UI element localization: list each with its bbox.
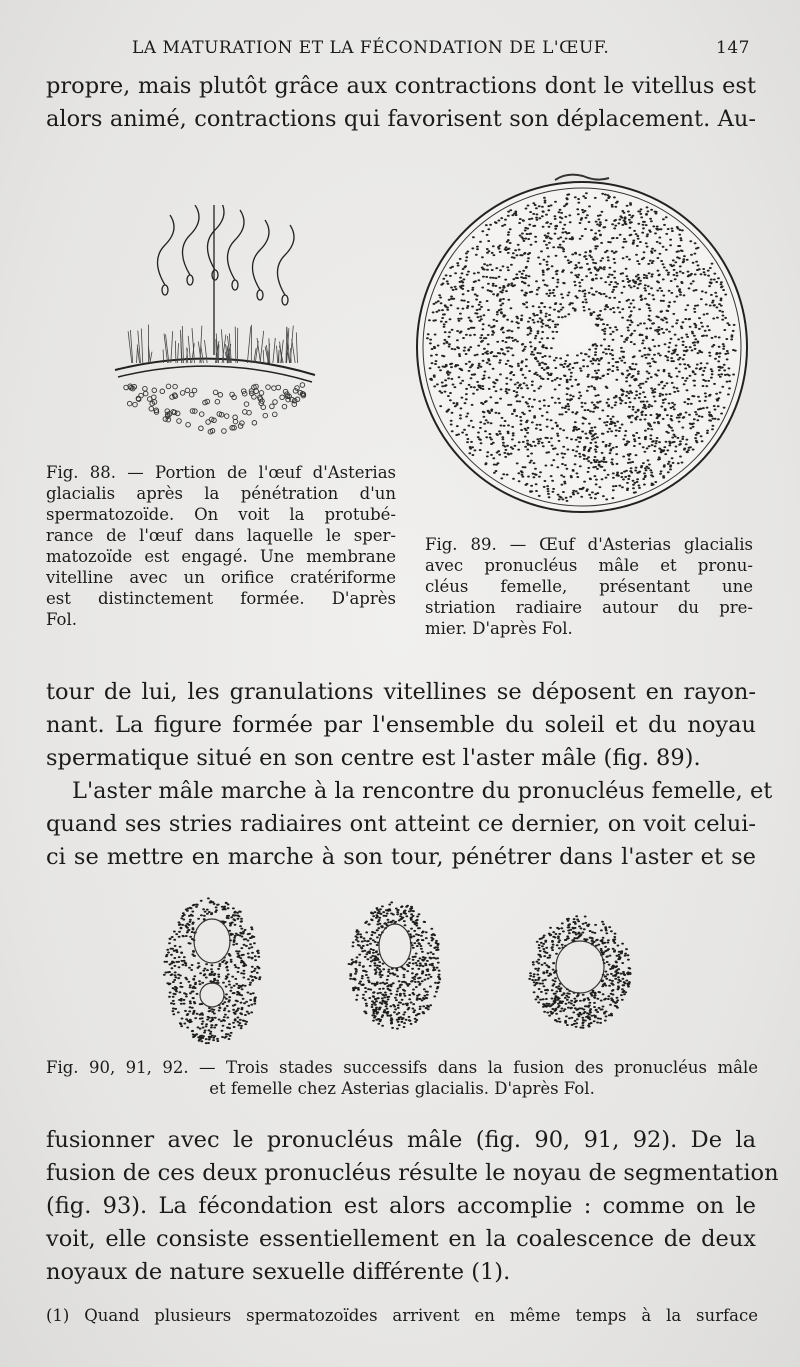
caption-line: cléus femelle, présentant une bbox=[425, 577, 753, 596]
caption-line: Fig. 89. — Œuf d'Asterias glacialis bbox=[425, 535, 753, 554]
text-line: nant. La figure formée par l'ensemble du soleil et du noyau bbox=[46, 712, 756, 738]
figure-90-92-caption bbox=[46, 1057, 758, 1099]
text-line: spermatique situé en son centre est l'aster mâle (fig. 89). bbox=[46, 745, 701, 771]
text-line: quand ses stries radiaires ont atteint ce dernier, on voit celui- bbox=[46, 811, 756, 837]
caption-line: rance de l'œuf dans laquelle le sper- bbox=[46, 526, 396, 545]
caption-line: Fig. 88. — Portion de l'œuf d'Asterias bbox=[46, 463, 396, 482]
text-line: propre, mais plutôt grâce aux contractions dont le vitellus est bbox=[46, 73, 756, 99]
text-line: alors animé, contractions qui favorisent son déplacement. Au- bbox=[46, 106, 756, 132]
caption-line: et femelle chez Asterias glacialis. D'après Fol. bbox=[209, 1079, 595, 1098]
caption-line: striation radiaire autour du pre- bbox=[425, 598, 753, 617]
page-number: 147 bbox=[716, 38, 750, 58]
caption-line: avec pronucléus mâle et pronu- bbox=[425, 556, 753, 575]
text-line: fusion de ces deux pronucléus résulte le noyau de segmentation bbox=[46, 1160, 779, 1186]
caption-line: spermatozoïde. On voit la protubé- bbox=[46, 505, 396, 524]
figure-90-illustration bbox=[160, 893, 265, 1048]
figure-88-caption bbox=[46, 462, 396, 630]
caption-line: vitelline avec un orifice cratériforme bbox=[46, 568, 396, 587]
paragraph-aster bbox=[46, 676, 773, 874]
paragraph-fusion bbox=[46, 1124, 779, 1289]
caption-line: Fig. 90, 91, 92. — Trois stades successifs dans la fusion des pronucléus mâle bbox=[46, 1058, 758, 1077]
text-line: fusionner avec le pronucléus mâle (fig. 90, 91, 92). De la bbox=[46, 1127, 756, 1153]
caption-line: Fol. bbox=[46, 610, 78, 629]
text-line: (fig. 93). La fécondation est alors accomplie : comme on le bbox=[46, 1193, 756, 1219]
footnote bbox=[46, 1305, 758, 1327]
text-line: ci se mettre en marche à son tour, pénétrer dans l'aster et se bbox=[46, 844, 756, 870]
caption-line: est distinctement formée. D'après bbox=[46, 589, 396, 608]
text-line: tour de lui, les granulations vitellines se déposent en rayon- bbox=[46, 679, 756, 705]
figure-89-caption bbox=[425, 534, 753, 639]
text-line: L'aster mâle marche à la rencontre du pronucléus femelle, et bbox=[72, 778, 773, 804]
paragraph-intro bbox=[46, 70, 756, 136]
figure-92-illustration bbox=[525, 912, 635, 1032]
figure-91-illustration bbox=[345, 898, 445, 1033]
footnote-line: (1) Quand plusieurs spermatozoïdes arrivent en même temps à la surface bbox=[46, 1306, 758, 1325]
running-title: LA MATURATION ET LA FÉCONDATION DE L'ŒUF. bbox=[132, 38, 610, 58]
text-line: noyaux de nature sexuelle différente (1). bbox=[46, 1259, 511, 1285]
caption-line: matozoïde est engagé. Une membrane bbox=[46, 547, 396, 566]
caption-line: glacialis après la pénétration d'un bbox=[46, 484, 396, 503]
caption-line: mier. D'après Fol. bbox=[425, 619, 573, 638]
text-line: voit, elle consiste essentiellement en la coalescence de deux bbox=[46, 1226, 756, 1252]
figure-88-illustration bbox=[110, 205, 325, 450]
figure-89-illustration bbox=[405, 165, 760, 525]
